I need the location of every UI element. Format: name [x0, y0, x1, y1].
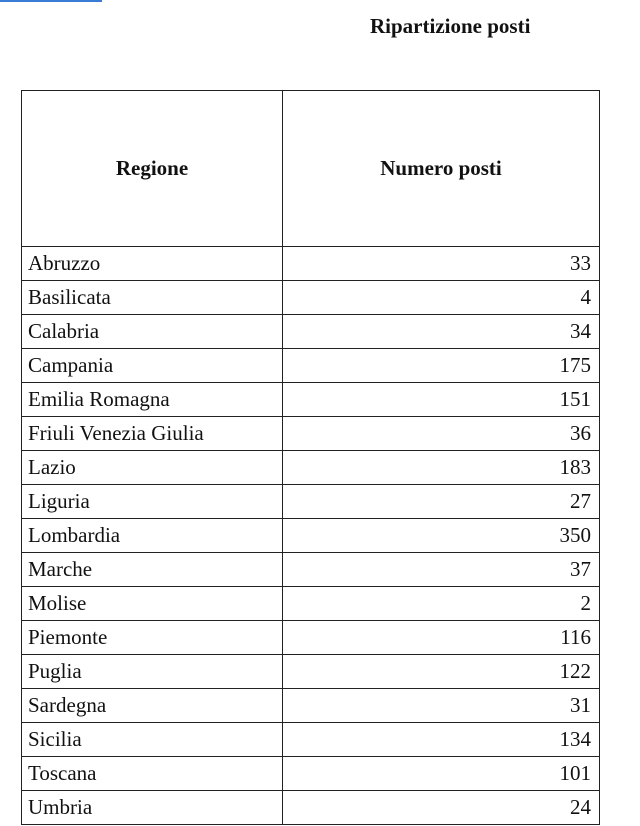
seats-cell: 34: [283, 315, 600, 349]
region-cell: Piemonte: [22, 621, 283, 655]
seats-cell: 183: [283, 451, 600, 485]
seats-cell: 4: [283, 281, 600, 315]
seats-cell: 31: [283, 689, 600, 723]
region-cell: Abruzzo: [22, 247, 283, 281]
seats-cell: 24: [283, 791, 600, 825]
region-cell: Emilia Romagna: [22, 383, 283, 417]
region-cell: Friuli Venezia Giulia: [22, 417, 283, 451]
seats-table: [21, 90, 600, 825]
top-accent-bar: [0, 0, 102, 2]
seats-cell: 151: [283, 383, 600, 417]
seats-cell: 36: [283, 417, 600, 451]
document-title: Ripartizione posti: [370, 14, 531, 38]
table-row: [22, 655, 600, 689]
seats-cell: 175: [283, 349, 600, 383]
seats-cell: 101: [283, 757, 600, 791]
table-row: [22, 791, 600, 825]
seats-cell: 37: [283, 553, 600, 587]
table-row: [22, 587, 600, 621]
region-cell: Lazio: [22, 451, 283, 485]
table-row: [22, 757, 600, 791]
region-cell: Toscana: [22, 757, 283, 791]
region-cell: Campania: [22, 349, 283, 383]
table-row: [22, 689, 600, 723]
region-cell: Umbria: [22, 791, 283, 825]
region-cell: Sardegna: [22, 689, 283, 723]
region-cell: Sicilia: [22, 723, 283, 757]
table-row: [22, 281, 600, 315]
table-row: [22, 723, 600, 757]
region-cell: Calabria: [22, 315, 283, 349]
region-cell: Puglia: [22, 655, 283, 689]
header-numero-posti: Numero posti: [283, 91, 600, 247]
region-cell: Lombardia: [22, 519, 283, 553]
seats-cell: 33: [283, 247, 600, 281]
table-row: [22, 485, 600, 519]
table-row: [22, 519, 600, 553]
region-cell: Molise: [22, 587, 283, 621]
seats-cell: 122: [283, 655, 600, 689]
table-row: [22, 621, 600, 655]
table-row: [22, 383, 600, 417]
region-cell: Liguria: [22, 485, 283, 519]
seats-cell: 116: [283, 621, 600, 655]
table-row: [22, 417, 600, 451]
seats-cell: 350: [283, 519, 600, 553]
region-cell: Marche: [22, 553, 283, 587]
table-header-row: [22, 91, 600, 247]
table-row: [22, 247, 600, 281]
seats-cell: 134: [283, 723, 600, 757]
seats-cell: 2: [283, 587, 600, 621]
region-cell: Basilicata: [22, 281, 283, 315]
table-row: [22, 315, 600, 349]
table-row: [22, 553, 600, 587]
seats-cell: 27: [283, 485, 600, 519]
table-row: [22, 349, 600, 383]
table-row: [22, 451, 600, 485]
header-regione: Regione: [22, 91, 283, 247]
